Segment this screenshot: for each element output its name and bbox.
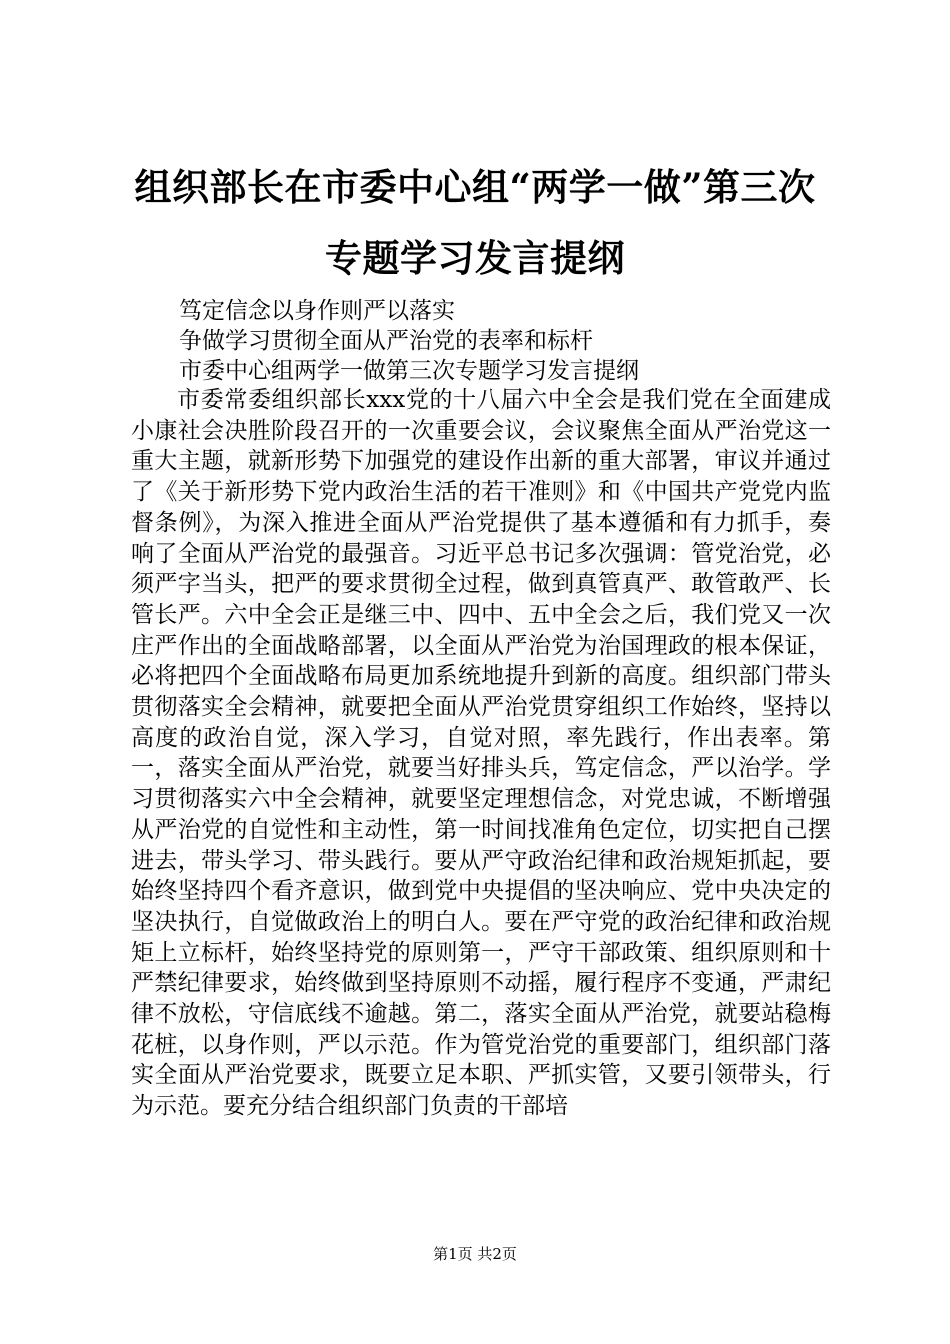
document-title: 组织部长在市委中心组“两学一做”第三次专题学习发言提纲: [134, 165, 816, 280]
body-paragraph: 市委常委组织部长xxx党的十八届六中全会是我们党在全面建成小康社会决胜阶段召开的一次重要会议，会议聚焦全面从严治党这一重大主题，就新形势下加强党的建设作出新的重大部署，审议并通过了《关于新形势下党内政治生活的若干准则》和《中国共产党党内监督条例》，为深入推进全面从严治党提供了基本遵循和有力抓手，奏响了全面从严治党的最强音。习近平总书记多次强调：管党治党，必须严字当头，把严的要求贯彻全过程，做到真管真严、敢管敢严、长管长严。六中全会正是继三中、四中、五中全会之后，我们党又一次庄严作出的全面战略部署，以全面从严治党为治国理政的根本保证，必将把四个全面战略布局更加系统地提升到新的高度。组织部门带头贯彻落实全会精神，就要把全面从严治党贯穿组织工作始终，坚持以高度的政治自觉，深入学习，自觉对照，率先践行，作出表率。第一，落实全面从严治党，就要当好排头兵，笃定信念，严以治学。学习贯彻落实六中全会精神，就要坚定理想信念，对党忠诚，不断增强从严治党的自觉性和主动性，第一时间找准角色定位，切实把自己摆进去，带头学习、带头践行。要从严守政治纪律和政治规矩抓起，要始终坚持四个看齐意识，做到党中央提倡的坚决响应、党中央决定的坚决执行，自觉做政治上的明白人。要在严守党的政治纪律和政治规矩上立标杆，始终坚持党的原则第一，严守干部政策、组织原则和十严禁纪律要求，始终做到坚持原则不动摇，履行程序不变通，严肃纪律不放松，守信底线不逾越。第二，落实全面从严治党，就要站稳梅花桩，以身作则，严以示范。作为管党治党的重要部门，组织部门落实全面从严治党要求，既要立足本职、严抓实管，又要引领带头，行为示范。要充分结合组织部门负责的干部培: [131, 387, 831, 1120]
subtitle-line-1: 笃定信念以身作则严以落实: [179, 298, 455, 324]
subtitle-line-3: 市委中心组两学一做第三次专题学习发言提纲: [179, 358, 639, 384]
page-indicator: 第1页 共2页: [433, 1245, 517, 1263]
subtitle-line-2: 争做学习贯彻全面从严治党的表率和标杆: [179, 328, 593, 354]
